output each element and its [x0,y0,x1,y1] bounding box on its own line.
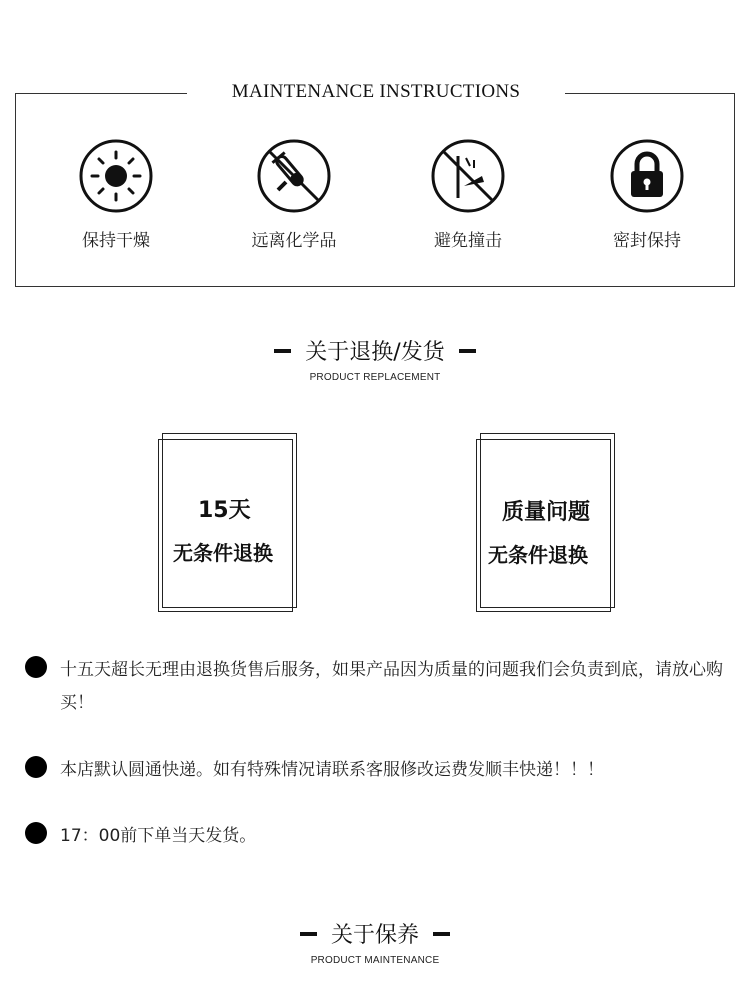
note-text: 17：00前下单当天发货。 [60,826,257,846]
lock-icon [609,138,685,214]
no-chemicals-icon [256,138,332,214]
no-impact-icon [430,138,506,214]
maintenance-title-wrap [187,78,565,106]
care-subtitle: PRODUCT MAINTENANCE [310,955,440,966]
returns-subtitle: PRODUCT REPLACEMENT [309,372,441,383]
note-text: 本店默认圆通快递。如有特殊情况请联系客服修改运费发顺丰快递！！！ [60,760,604,780]
card-line-2: 无条件退换 [488,543,588,567]
care-label: 远离化学品 [251,231,337,251]
title-dash-left [300,932,317,936]
bullet-dot [25,822,47,844]
care-label: 避免撞击 [434,231,502,251]
card-line-1: 质量问题 [502,500,591,525]
title-dash-right [433,932,450,936]
note-text: 十五天超长无理由退换货售后服务，如果产品因为质量的问题我们会负责到底，请放心购买！ [60,660,723,713]
title-dash-left [274,349,291,353]
policy-card-15-days [158,433,298,613]
card-line-2: 无条件退换 [173,541,273,565]
care-header [0,918,750,966]
returns-header [0,335,750,383]
title-dash-right [459,349,476,353]
care-title: 关于保养 [330,923,419,948]
maintenance-title: MAINTENANCE INSTRUCTIONS [231,81,521,102]
care-label: 保持干燥 [82,231,150,251]
bullet-dot [25,756,47,778]
policy-card-quality [476,433,616,613]
care-item-impact [398,138,538,251]
care-item-dry [46,138,186,251]
card-line-1: 15天 [198,498,251,523]
returns-title: 关于退换/发货 [305,340,445,365]
care-item-chemicals [224,138,364,251]
care-item-sealed [577,138,717,251]
card-border-front [158,439,293,612]
care-label: 密封保持 [613,231,681,251]
sun-icon [78,138,154,214]
bullet-dot [25,656,47,678]
